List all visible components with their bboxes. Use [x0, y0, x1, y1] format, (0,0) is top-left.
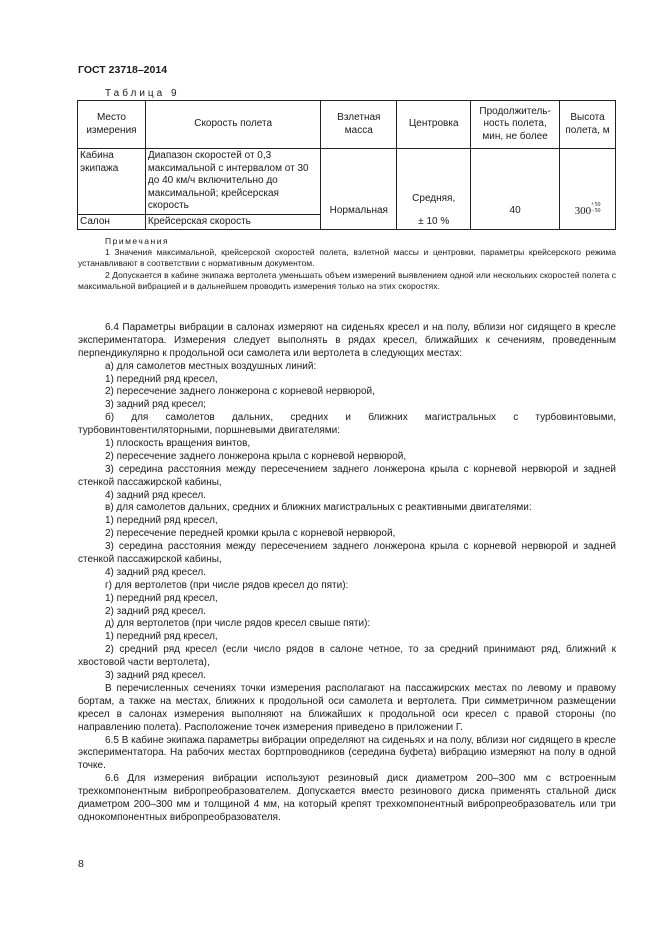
paragraph: 6.5 В кабине экипажа параметры вибрации определяют на сиденьях и на полу, вблизи ног сидящего в кресле экспериментатора. На рабочих местах бортпроводников (середина буфета) вибрацию измеряют на полу в одной точке. [78, 734, 616, 772]
list-item: 3) середина расстояния между пересечением заднего лонжерона крыла с корневой нервюрой и задней стенкой пассажирской кабины, [78, 463, 616, 488]
cell-altitude [560, 149, 616, 230]
list-item: 2) пересечение передней кромки крыла с корневой нервюрой, [105, 528, 396, 540]
table-notes [78, 236, 616, 292]
col-header: Центровка [397, 101, 471, 149]
list-item: 2) пересечение заднего лонжерона с корневой нервюрой, [105, 386, 375, 398]
note-item: 2 Допускается в кабине экипажа вертолета уменьшать объем измерений выявлением одной или нескольких скоростей полета с максимальной вибрацией и в дальнейшем проводить измерения только на этих скоростях. [78, 269, 616, 291]
list-item: а) для самолетов местных воздушных линий: [105, 360, 317, 372]
altitude-value [574, 202, 601, 218]
list-item: 3) задний ряд кресел; [105, 399, 206, 411]
section-body [78, 322, 616, 825]
col-header: Продолжитель-ность полета, мин, не более [471, 101, 560, 149]
paragraph: В перечисленных сечениях точки измерения располагают на пассажирских местах по левому и правому бортам, а также на местах, ближних к продольной оси самолета и вертолета. При симметричном размещении кресел в салонах измерения выполняют на ближайших к продольной оси кресел с правой стороны (по направлению полета). Расположение точек измерения приведено в приложении Г. [78, 682, 616, 733]
centering-line-2: ± 10 % [418, 215, 450, 227]
col-header: Взлетная масса [321, 101, 397, 149]
list-item: 1) передний ряд кресел, [105, 592, 218, 604]
notes-title: Примечания [105, 236, 170, 246]
paragraph: 6.4 Параметры вибрации в салонах измеряют на сиденьях кресел и на полу, вблизи ног сидящего в кресле экспериментатора. Измерения следует выполнять в рядах кресел, ближайших к сечениям, проведенным перпендикулярно к продольной оси самолета или вертолета в следующих местах: [78, 322, 616, 359]
table-header-row [78, 101, 616, 149]
note-item: 1 Значения максимальной, крейсерской скоростей полета, взлетной массы и центровки, параметры крейсерского режима устанавливают в соответствии с нормативным документом. [78, 247, 616, 269]
list-item: г) для вертолетов (при числе рядов кресел до пяти): [105, 579, 349, 591]
col-header: Высота полета, м [560, 101, 616, 149]
list-item: 3) середина расстояния между пересечением заднего лонжерона крыла с корневой нервюрой и задней стенкой пассажирской кабины, [78, 541, 616, 566]
paragraph: 6.6 Для измерения вибрации используют резиновый диск диаметром 200–300 мм с встроенным трехкомпонентным вибропреобразователем. Допускается вместо резинового диска применять стальной диск диаметром 200–300 мм и толщиной 4 мм, на который крепят трехкомпонентный вибропреобразователь или три однокомпонентных вибропреобразователя. [78, 773, 616, 823]
cell-place: Салон [78, 214, 146, 230]
cell-place: Кабина экипажа [78, 149, 146, 215]
document-header: ГОСТ 23718–2014 [78, 64, 168, 76]
altitude-plus: +50 [591, 202, 601, 209]
list-item: 3) задний ряд кресел. [105, 670, 206, 682]
page-number: 8 [78, 858, 84, 870]
col-header: Место измерения [78, 101, 146, 149]
list-item: 2) пересечение заднего лонжерона крыла с корневой нервюрой, [105, 450, 407, 462]
list-item: д) для вертолетов (при числе рядов кресел свыше пяти): [105, 618, 371, 630]
list-item: в) для самолетов дальних, средних и ближних магистральных с реактивными двигателями: [105, 502, 532, 514]
list-item: 4) задний ряд кресел. [105, 489, 206, 501]
cell-mass: Нормальная [321, 149, 397, 230]
list-item: 2) задний ряд кресел. [105, 605, 206, 617]
table-9 [77, 100, 616, 230]
altitude-minus: −50 [591, 208, 601, 215]
list-item: 1) передний ряд кресел, [105, 631, 218, 643]
table-row [78, 149, 616, 215]
col-header: Скорость полета [145, 101, 320, 149]
cell-speed: Крейсерская скорость [145, 214, 320, 230]
list-item: 1) передний ряд кресел, [105, 515, 218, 527]
cell-speed: Диапазон скоростей от 0,3 максимальной с интервалом от 30 до 40 км/ч включительно до максимальной; крейсерская скорость [145, 149, 320, 215]
list-item: 1) плоскость вращения винтов, [105, 438, 251, 450]
list-item: 1) передний ряд кресел, [105, 373, 218, 385]
centering-line-1: Средняя, [412, 193, 456, 204]
list-item: 4) задний ряд кресел. [105, 566, 206, 578]
table-caption: Таблица 9 [105, 88, 180, 99]
cell-duration: 40 [471, 149, 560, 230]
list-item: б) для самолетов дальних, средних и ближних магистральных с турбовинтовыми, турбовинтовентиляторными, поршневыми двигателями: [78, 412, 616, 437]
altitude-base: 300 [574, 205, 592, 218]
cell-centering [397, 149, 471, 230]
list-item: 2) средний ряд кресел (если число рядов в салоне четное, то за средний принимают ряд, ближний к хвостовой части вертолета), [78, 644, 616, 669]
